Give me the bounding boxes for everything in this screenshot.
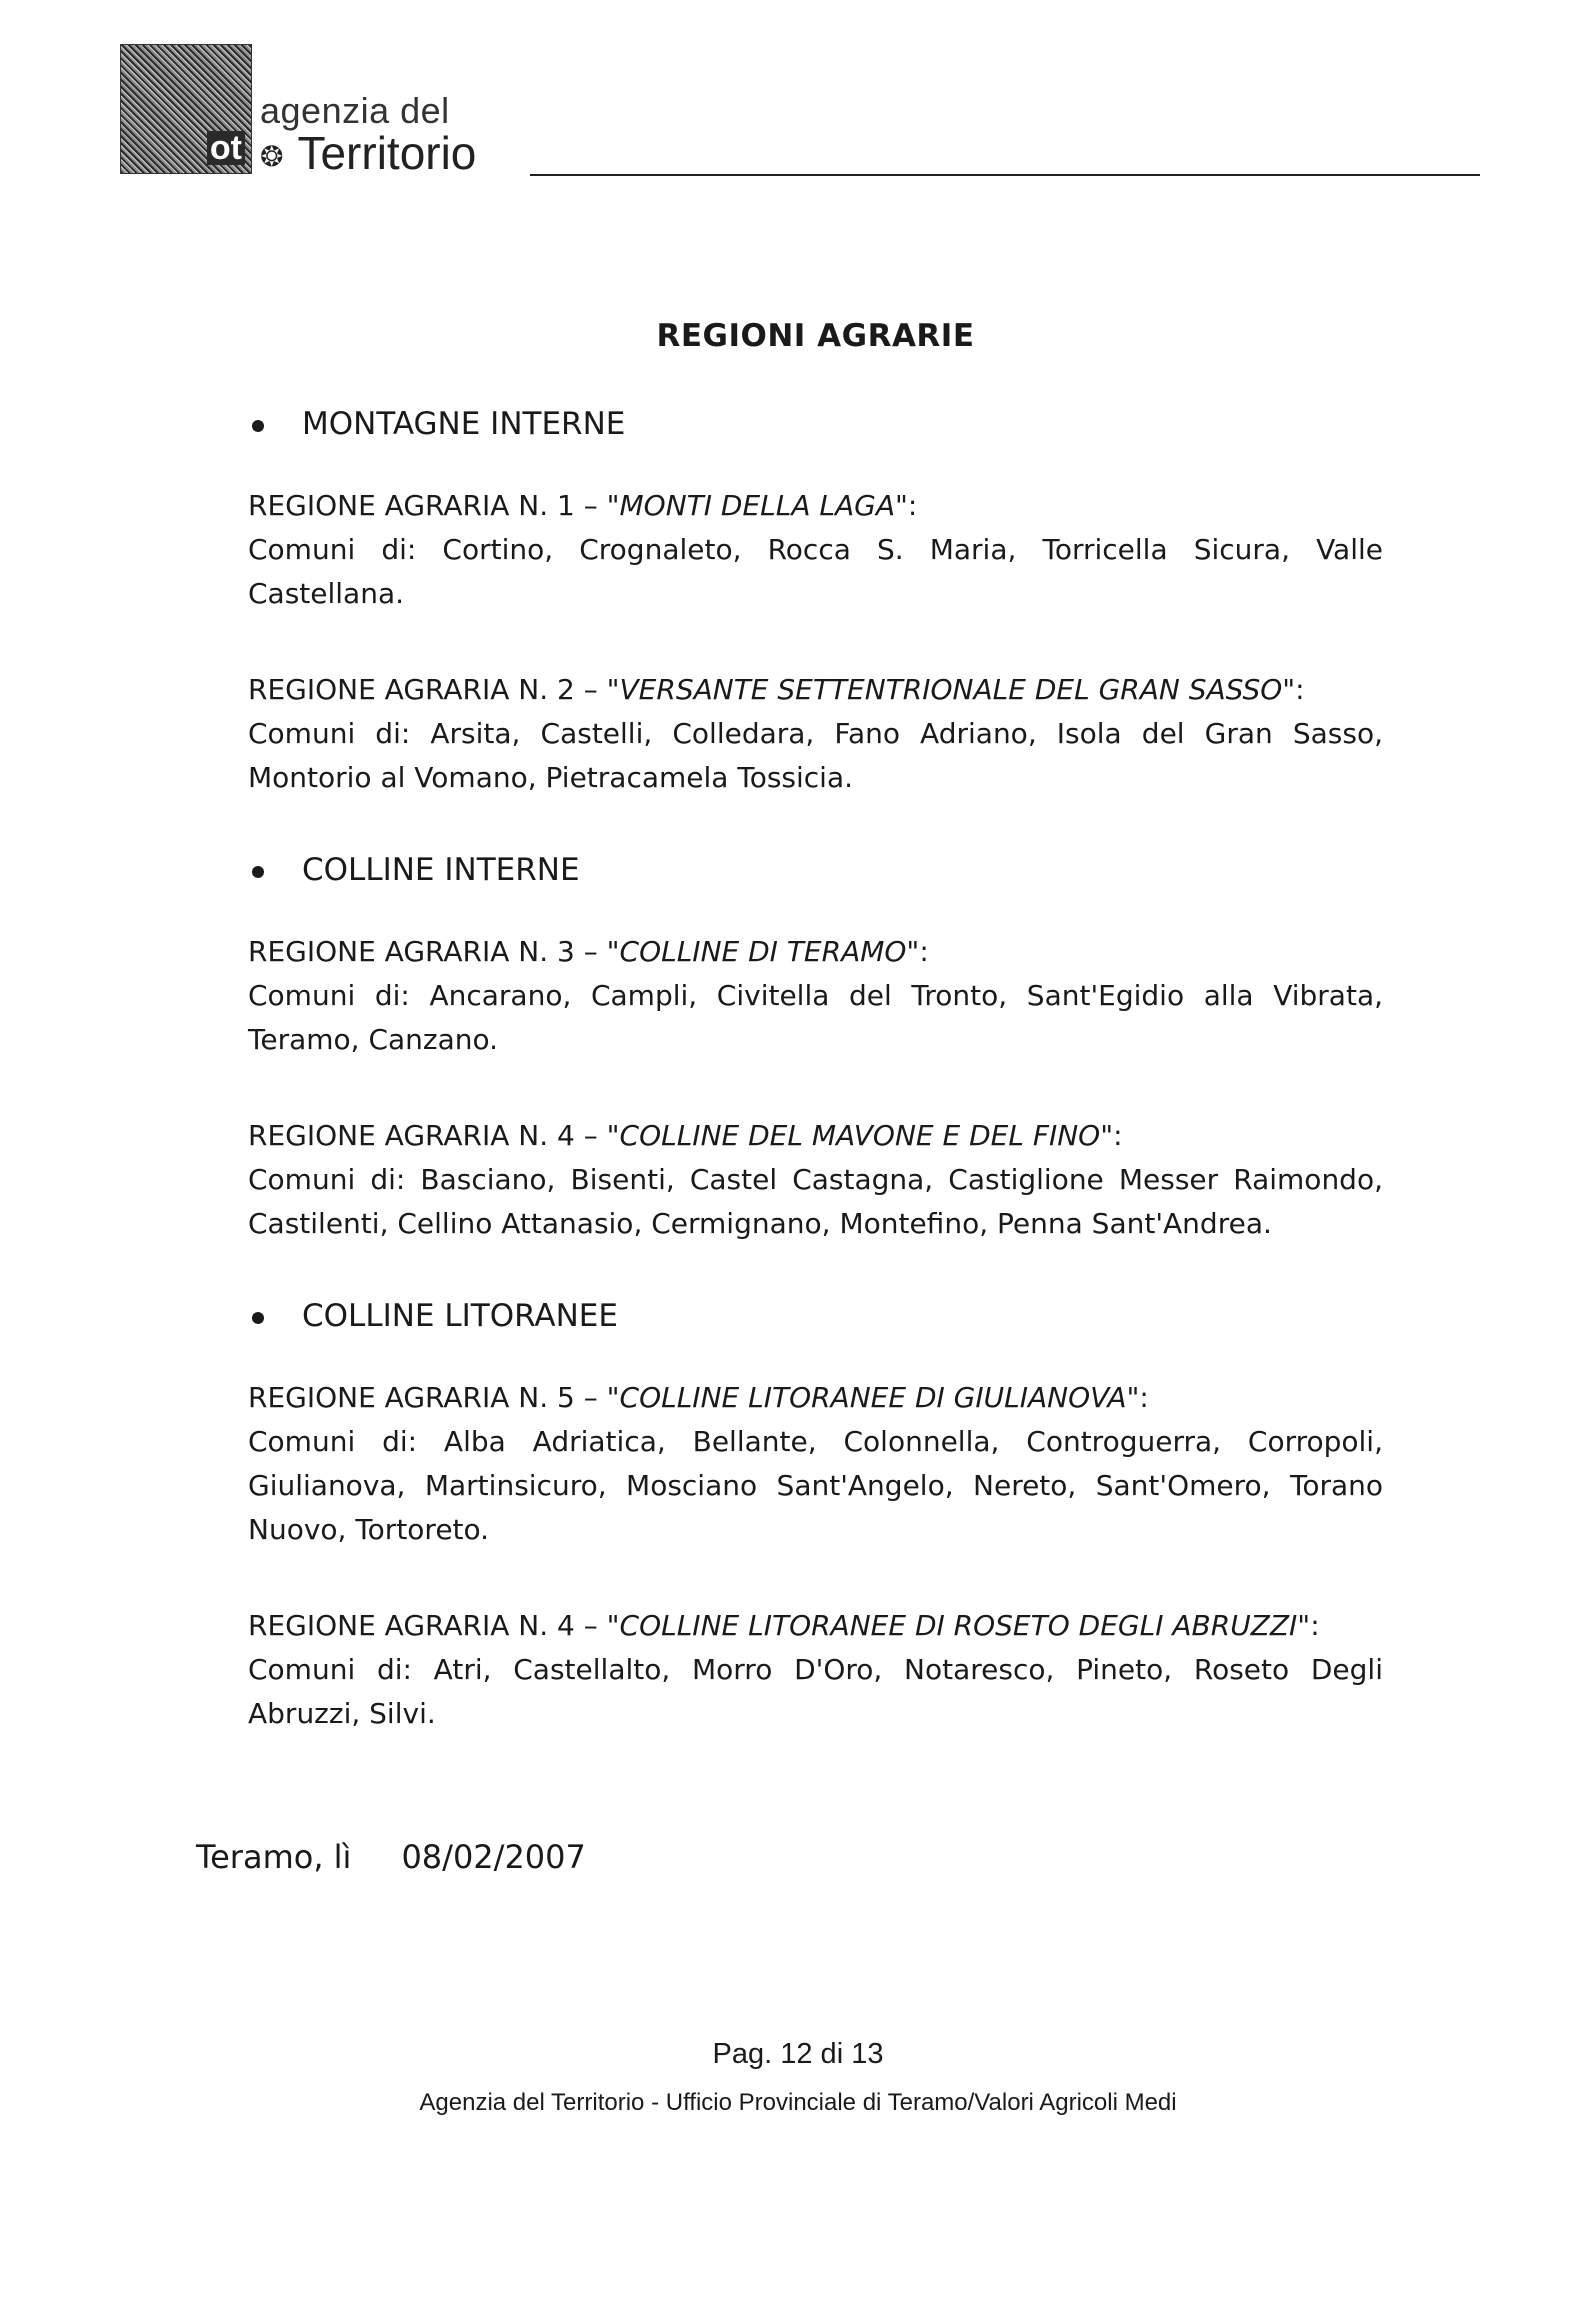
header-rule [530,174,1480,176]
region-name: "COLLINE DI TERAMO" [606,935,920,968]
bullet-icon [252,420,264,432]
region-colon: : [1113,1119,1123,1152]
region-name: "VERSANTE SETTENTRIONALE DEL GRAN SASSO" [606,673,1296,706]
region-entry [248,484,1383,616]
region-heading [248,1376,1383,1420]
region-colon: : [1310,1609,1320,1642]
place-date [196,1838,586,1876]
region-comuni: Comuni di: Atri, Castellalto, Morro D'Oro, Notaresco, Pineto, Roseto Degli Abruzzi, Silvi. [248,1653,1383,1730]
section-heading-text: MONTAGNE INTERNE [302,406,626,442]
section-heading [248,852,1383,888]
date-text: 08/02/2007 [401,1838,586,1876]
brand-territorio-text: Territorio [297,127,477,179]
region-entry [248,1604,1383,1736]
region-comuni: Comuni di: Alba Adriatica, Bellante, Colonnella, Controguerra, Corropoli, Giulianova, Martinsicuro, Mosciano Sant'Angelo, Nereto, Sant'Omero, Torano Nuovo, Tortoreto. [248,1425,1383,1546]
region-entry [248,930,1383,1062]
region-colon: : [1139,1381,1149,1414]
place-text: Teramo, lì [196,1838,352,1876]
region-number: REGIONE AGRARIA N. 5 – [248,1381,607,1414]
region-colon: : [907,489,918,522]
bullet-icon [252,866,264,878]
page-header [120,44,1480,179]
region-heading [248,1604,1383,1648]
region-entry [248,1376,1383,1552]
section-heading-text: COLLINE INTERNE [302,852,580,888]
page-number: Pag. 12 di 13 [712,2038,884,2070]
section-heading-text: COLLINE LITORANEE [302,1298,618,1334]
region-colon: : [1295,673,1305,706]
region-comuni: Comuni di: Cortino, Crognaleto, Rocca S. Maria, Torricella Sicura, Valle Castellana. [248,533,1383,610]
region-heading [248,668,1383,712]
region-number: REGIONE AGRARIA N. 1 – [248,489,607,522]
region-heading [248,484,1383,528]
region-colon: : [919,935,929,968]
seal-icon: ❂ [260,141,284,173]
bullet-icon [252,1312,264,1324]
brand-territorio [260,126,476,180]
document-title: REGIONI AGRARIE [656,318,975,354]
section-heading [248,406,1383,442]
region-entry [248,668,1383,800]
region-comuni: Comuni di: Arsita, Castelli, Colledara, Fano Adriano, Isola del Gran Sasso, Montorio al Vomano, Pietracamela Tossicia. [248,717,1383,794]
region-heading [248,1114,1383,1158]
footer-office: Agenzia del Territorio - Ufficio Provinciale di Teramo/Valori Agricoli Medi [419,2089,1177,2116]
region-name: "COLLINE DEL MAVONE E DEL FINO" [606,1119,1114,1152]
region-heading [248,930,1383,974]
brand-agenzia-del: agenzia del [260,90,450,131]
region-number: REGIONE AGRARIA N. 4 – [248,1119,607,1152]
region-number: REGIONE AGRARIA N. 3 – [248,935,607,968]
region-entry [248,1114,1383,1246]
region-comuni: Comuni di: Basciano, Bisenti, Castel Castagna, Castiglione Messer Raimondo, Castilenti, Cellino Attanasio, Cermignano, Montefino, Penna Sant'Andrea. [248,1163,1383,1240]
document-body [248,300,1383,1736]
region-name: "COLLINE LITORANEE DI GIULIANOVA" [606,1381,1140,1414]
agency-logo [120,44,252,174]
page-footer [0,2038,1596,2117]
region-comuni: Comuni di: Ancarano, Campli, Civitella del Tronto, Sant'Egidio alla Vibrata, Teramo, Canzano. [248,979,1383,1056]
region-number: REGIONE AGRARIA N. 4 – [248,1609,607,1642]
region-name: "COLLINE LITORANEE DI ROSETO DEGLI ABRUZZI" [606,1609,1311,1642]
section-heading [248,1298,1383,1334]
logo-letters: ot [207,131,245,165]
region-name: "MONTI DELLA LAGA" [606,489,908,522]
region-number: REGIONE AGRARIA N. 2 – [248,673,607,706]
